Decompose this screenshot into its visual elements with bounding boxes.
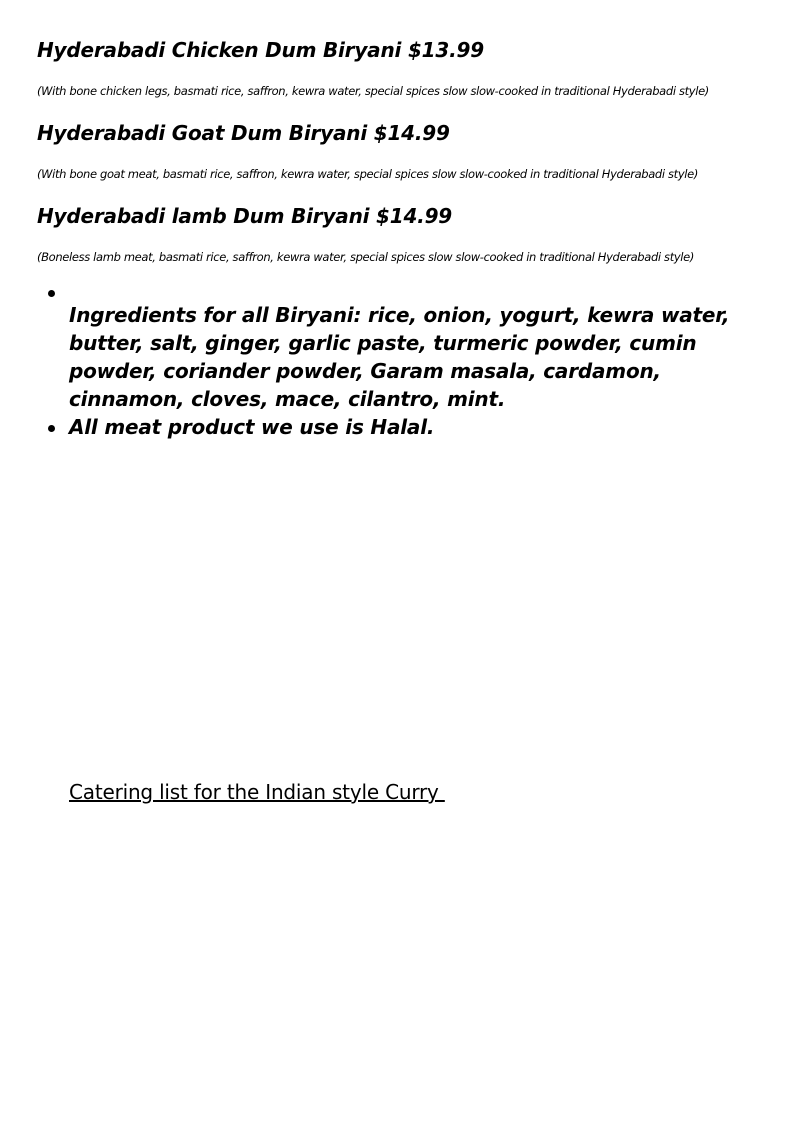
halal-note (37, 413, 767, 441)
ingredients-note (37, 283, 767, 413)
bullet-icon (48, 425, 55, 432)
menu-item-title-chicken-biryani: Hyderabadi Chicken Dum Biryani $13.99 (37, 38, 484, 62)
menu-item-title-goat-biryani: Hyderabadi Goat Dum Biryani $14.99 (37, 121, 450, 145)
halal-note-text: All meat product we use is Halal. (69, 415, 435, 439)
menu-item-description-lamb-biryani: (Boneless lamb meat, basmati rice, saffron, kewra water, special spices slow slow-cooked in traditional Hyderabadi style) (37, 250, 695, 264)
notes-list (37, 283, 767, 441)
menu-item-description-goat-biryani: (With bone goat meat, basmati rice, saffron, kewra water, special spices slow slow-cooked in traditional Hyderabadi style) (37, 167, 698, 181)
menu-item-title-lamb-biryani: Hyderabadi lamb Dum Biryani $14.99 (37, 204, 453, 228)
ingredients-note-text: Ingredients for all Biryani: rice, onion, yogurt, kewra water, butter, salt, ginger, garlic paste, turmeric powder, cumin powder, coriander powder, Garam masala, cardamon, cinnamon, cloves, mace, cilantro, mint. (69, 303, 730, 411)
menu-item-description-chicken-biryani: (With bone chicken legs, basmati rice, saffron, kewra water, special spices slow slow-cooked in traditional Hyderabadi style) (37, 84, 709, 98)
bullet-icon (48, 290, 55, 297)
catering-list-link[interactable]: Catering list for the Indian style Curry (69, 780, 445, 804)
